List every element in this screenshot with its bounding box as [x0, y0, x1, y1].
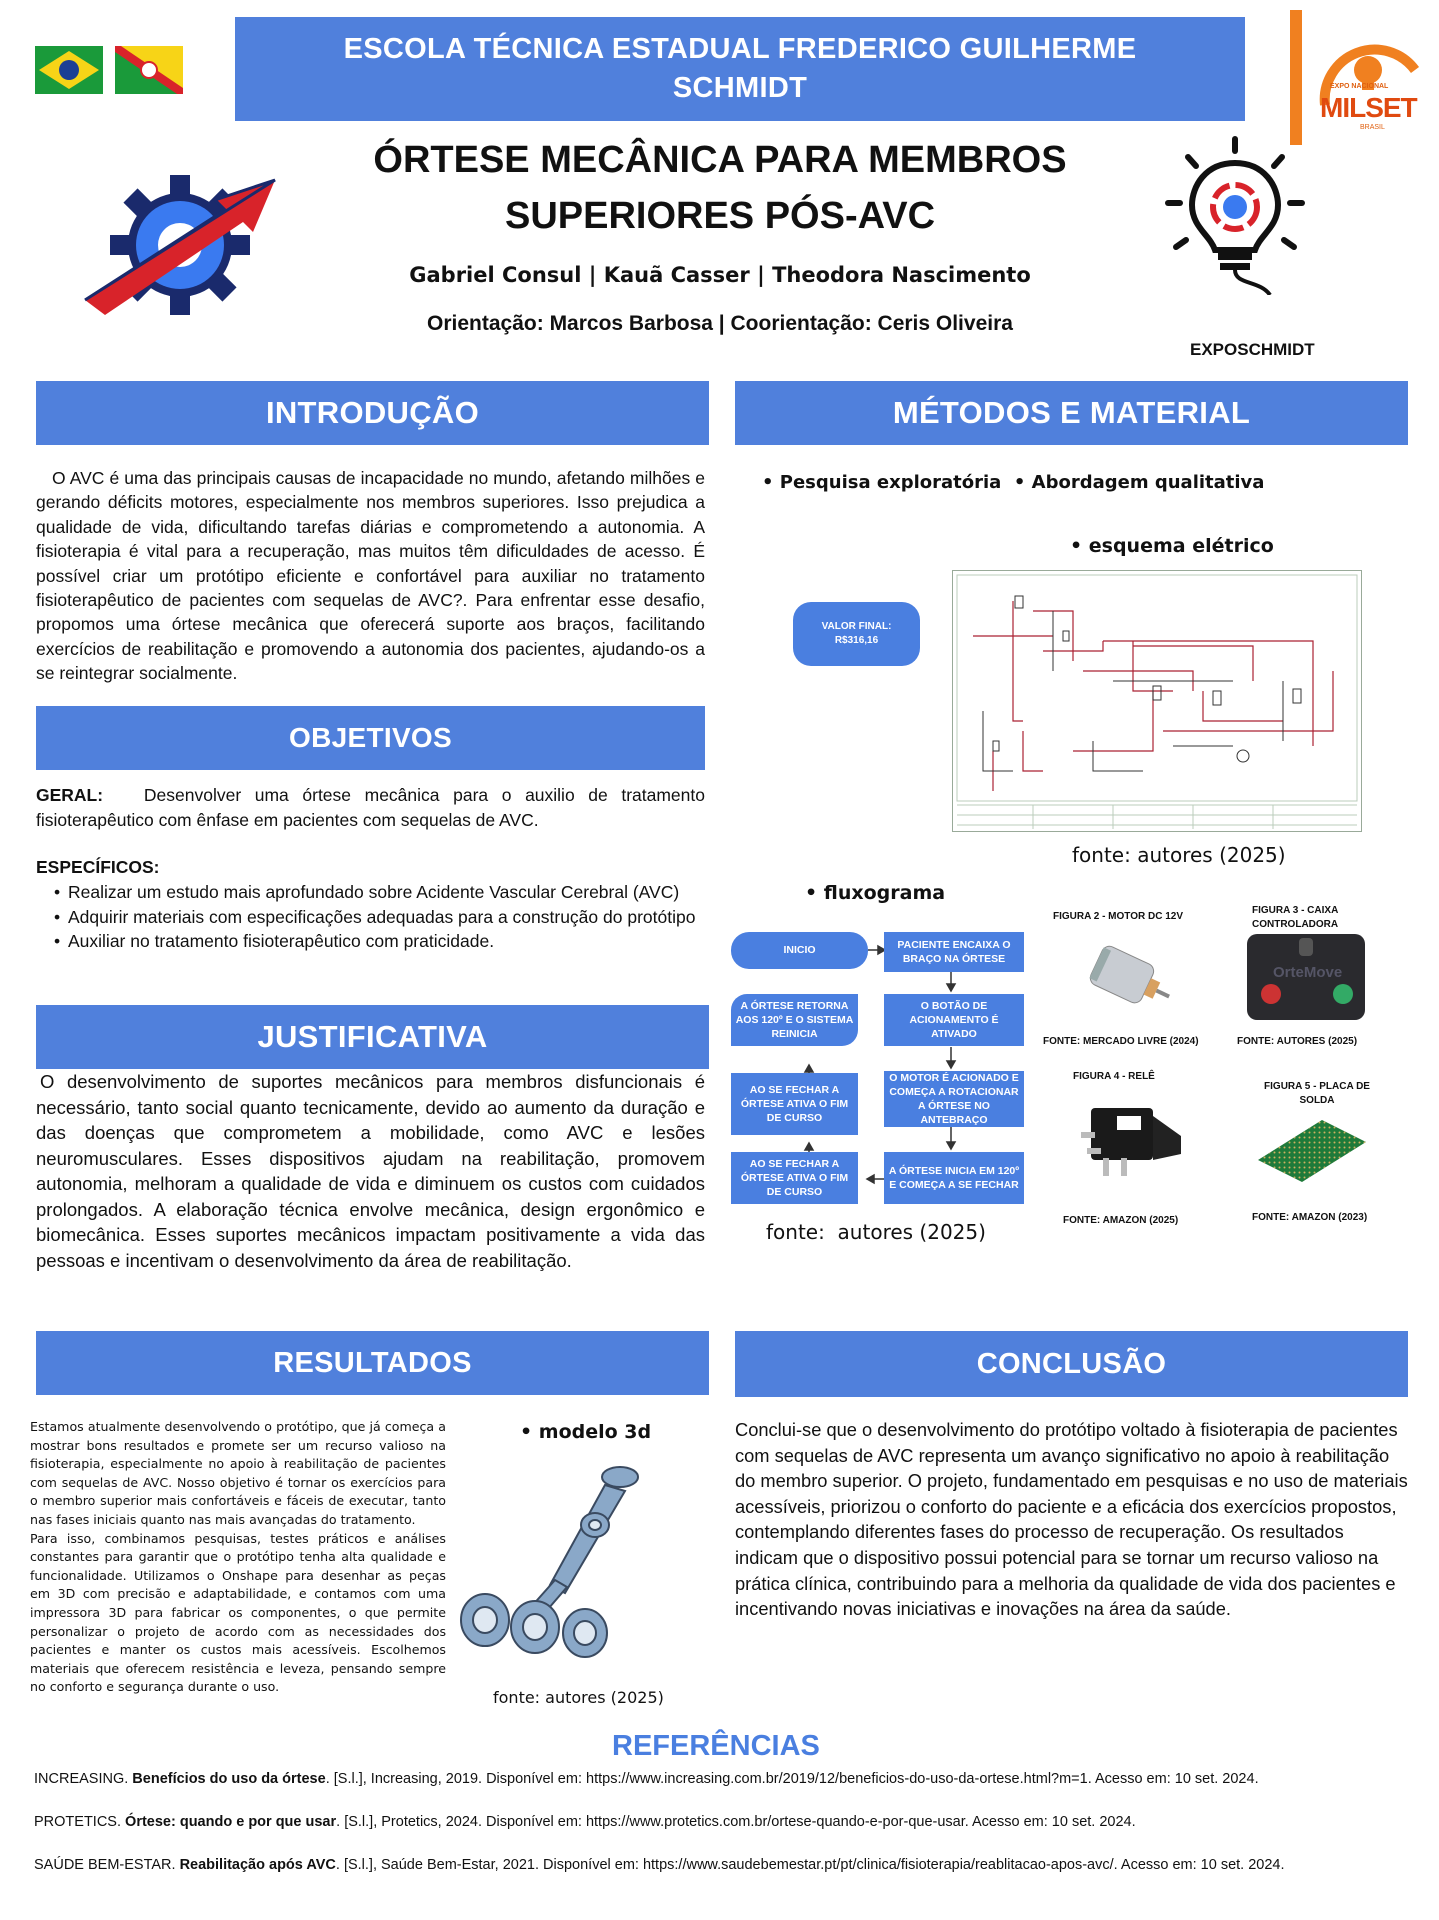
general-label: GERAL:	[36, 785, 104, 805]
fig2-title: FIGURA 2 - MOTOR DC 12V	[1053, 911, 1184, 922]
rs-flag	[115, 46, 183, 94]
schema-label: • esquema elétrico	[1070, 535, 1274, 557]
relay-icon	[1077, 1092, 1189, 1182]
orthosis-model-icon	[455, 1455, 665, 1675]
school-banner	[235, 17, 1245, 121]
methods-heading: MÉTODOS E MATERIAL	[735, 381, 1408, 445]
model-3d-image	[455, 1455, 665, 1675]
model-label: • modelo 3d	[520, 1421, 652, 1443]
final-value-badge: VALOR FINAL: R$316,16	[793, 602, 920, 666]
knob-icon	[1299, 938, 1313, 956]
fig4-source: FONTE: AMAZON (2025)	[1063, 1215, 1179, 1226]
poster-title	[300, 132, 1140, 244]
school-name: ESCOLA TÉCNICA ESTADUAL FREDERICO GUILHERME SCHMIDT	[343, 32, 1137, 104]
red-button-icon	[1261, 984, 1281, 1004]
list-item: • Auxiliar no tratamento fisioterapêutico com praticidade.	[54, 931, 495, 951]
rs-flag-icon	[115, 46, 183, 94]
results-p1: Estamos atualmente desenvolvendo o protótipo, que já começa a mostrar bons resultados e promete ser um recurso valioso na fisioterapia, especialmente no apoio à reabilitação de pacientes com sequelas de AVC. Nosso objetivo é tornar os exercícios para o membro superior mais confortáveis e fáceis de executar, tanto nas fases iniciais quanto nas mais avançadas do tratamento.	[30, 1419, 446, 1527]
milset-logo	[1290, 10, 1430, 145]
justification-text: O desenvolvimento de suportes mecânicos para membros disfuncionais é necessário, tanto social quanto tecnicamente, devido ao aumento da duração e das doenças que comprometem a mobilidade, como AVC e lesões neuromusculares. Esses dispositivos ajudam na reabilitação, promovem autonomia, melhoram a qualidade de vida e diminuem os custos com cuidados prolongados. A elaboração técnica envolve mecânica, design ergonômico e biomecânica. Esses suportes mecânicos impactam positivamente a vida das pessoas e incentivam o desenvolvimento da área de reabilitação.	[36, 1071, 705, 1271]
title-line-1: ÓRTESE MECÂNICA PARA MEMBROS	[373, 139, 1067, 181]
controller-box-label: OrteMove	[1273, 964, 1343, 981]
results-heading: RESULTADOS	[36, 1331, 709, 1395]
fig5-title: FIGURA 5 - PLACA DE SOLDA	[1264, 1081, 1370, 1106]
specific-list	[56, 880, 705, 954]
gear-icon	[75, 170, 295, 320]
results-p2: Para isso, combinamos pesquisas, testes práticos e análises constantes para garantir que o protótipo tenha alta qualidade e funcionalidade. Utilizamos o Onshape para desenhar as peças em 3D com precisão e adaptabilidade, e contamos com uma impressora 3D para fabricar os componentes, o que permite personalizar o projeto de acordo com as necessidades dos pacientes e manter os custos mais acessíveis. Escolhemos materiais que oferecem resistência e leveza, pensando sempre no conforto e segurança durante o uso.	[30, 1530, 446, 1695]
intro-text: O AVC é uma das principais causas de incapacidade no mundo, afetando milhões e gerando déficits motores, especialmente nos membros superiores. Isso prejudica a qualidade de vida, dificultando tarefas diárias e comprometendo a autonomia. A fisioterapia é vital para a recuperação, mas muitos têm dificuldades de acesso. É possível criar um protótipo eficiente e confortável para auxiliar no tratamento fisioterapêutico de pacientes com sequelas de AVC?. Para enfrentar esse desafio, propomos uma órtese mecânica que oferecerá suporte aos braços, facilitando exercícios de reabilitação e promovendo a autonomia dos pacientes, ajudando-os a se reintegrar socialmente.	[36, 468, 705, 684]
bullet-qualitative: Abordagem qualitativa	[1031, 472, 1265, 493]
lightbulb-icon	[1160, 135, 1310, 295]
fig3-source: FONTE: AUTORES (2025)	[1237, 1036, 1358, 1047]
brazil-flag	[35, 46, 103, 94]
list-item: • Adquirir materiais com especificações adequadas para a construção do protótipo	[54, 906, 696, 927]
schema-source: fonte: autores (2025)	[1072, 843, 1286, 867]
reference-1: INCREASING. Benefícios do uso da órtese. [S.l.], Increasing, 2019. Disponível em: https://www.increasing.com.br/2019/12/beneficios-do-uso-da-ortese.html?m=1. Acesso em: 10 set. 2024.	[34, 1771, 1259, 1787]
relay-image	[1077, 1092, 1189, 1182]
motor-icon	[1075, 938, 1180, 1018]
specific-label: ESPECÍFICOS:	[36, 857, 160, 877]
objectives-heading: OBJETIVOS	[36, 706, 705, 770]
general-text: Desenvolver uma órtese mecânica para o auxilio de tratamento fisioterapêutico com ênfase em pacientes com sequelas de AVC.	[36, 785, 705, 830]
justification-heading: JUSTIFICATIVA	[36, 1005, 709, 1069]
bullet-exploratory: Pesquisa exploratória	[779, 472, 1002, 493]
solder-board-image	[1252, 1110, 1372, 1190]
authors: Gabriel Consul | Kauã Casser | Theodora Nascimento	[409, 263, 1031, 287]
flow-step-4: A ÓRTESE INICIA EM 120º E COMEÇA A SE FECHAR	[884, 1152, 1024, 1204]
title-line-2: SUPERIORES PÓS-AVC	[504, 195, 936, 237]
reference-3: SAÚDE BEM-ESTAR. Reabilitação após AVC. [S.l.], Saúde Bem-Estar, 2021. Disponível em: https://www.saudebemestar.pt/pt/clinica/fisioterapia/reablitacao-apos-avc/. Acesso em: 10 set. 2024.	[34, 1857, 1285, 1873]
expo-label: EXPOSCHMIDT	[1190, 340, 1315, 359]
advisors: Orientação: Marcos Barbosa | Coorientação: Ceris Oliveira	[427, 312, 1013, 335]
model-source: fonte: autores (2025)	[493, 1688, 664, 1707]
reference-2: PROTETICS. Órtese: quando e por que usar. [S.l.], Protetics, 2024. Disponível em: https://www.protetics.com.br/ortese-quando-e-por-que-usar. Acesso em: 10 set. 2024.	[34, 1814, 1136, 1830]
milset-country: BRASIL	[1360, 124, 1385, 131]
exposchmidt-logo	[1160, 135, 1315, 359]
controller-box-image	[1247, 934, 1365, 1020]
flow-step-1: PACIENTE ENCAIXA O BRAÇO NA ÓRTESE	[884, 932, 1024, 972]
list-item: • Realizar um estudo mais aprofundado sobre Acidente Vascular Cerebral (AVC)	[54, 882, 680, 902]
milset-sub: EXPO NACIONAL	[1330, 83, 1389, 90]
results-text	[30, 1418, 446, 1697]
flow-label: • fluxograma	[805, 882, 946, 904]
fig5-source: FONTE: AMAZON (2023)	[1252, 1212, 1368, 1223]
schematic-drawing	[953, 571, 1361, 831]
motor-image	[1075, 938, 1180, 1018]
milset-text: MILSET	[1320, 92, 1417, 123]
gear-logo	[75, 170, 295, 320]
solder-board-icon	[1252, 1110, 1372, 1190]
references-heading: REFERÊNCIAS	[612, 1730, 820, 1762]
conclusion-heading: CONCLUSÃO	[735, 1331, 1408, 1397]
electrical-schematic	[952, 570, 1362, 832]
flow-step-3: O MOTOR É ACIONADO E COMEÇA A ROTACIONAR A ÓRTESE NO ANTEBRAÇO	[884, 1071, 1024, 1127]
fig2-source: FONTE: MERCADO LIVRE (2024)	[1043, 1036, 1199, 1047]
conclusion-text: Conclui-se que o desenvolvimento do protótipo voltado à fisioterapia de pacientes com sequelas de AVC representa um avanço significativo no apoio à reabilitação do membro superior. O projeto, fundamentado em pesquisas e no uso de materiais acessíveis, priorizou o conforto do paciente e a eficácia dos exercícios propostos, contemplando diferentes fases do processo de recuperação. Os resultados indicam que o dispositivo possui potencial para se tornar um recurso valioso na prática clínica, contribuindo para a melhoria da qualidade de vida dos pacientes e incentivando novas iniciativas e inovações na área da saúde.	[735, 1419, 1408, 1620]
brazil-flag-icon	[35, 46, 103, 94]
flow-step-5: AO SE FECHAR A ÓRTESE ATIVA O FIM DE CURSO	[731, 1152, 858, 1204]
flow-start: INICIO	[731, 932, 868, 969]
objectives-general	[36, 783, 705, 832]
flow-step-2: O BOTÃO DE ACIONAMENTO É ATIVADO	[884, 994, 1024, 1046]
green-button-icon	[1333, 984, 1353, 1004]
flow-step-7: A ÓRTESE RETORNA AOS 120º E O SISTEMA REINICIA	[731, 994, 858, 1046]
fig4-title: FIGURA 4 - RELÊ	[1073, 1071, 1155, 1082]
flow-step-6: AO SE FECHAR A ÓRTESE ATIVA O FIM DE CURSO	[731, 1073, 858, 1135]
intro-heading: INTRODUÇÃO	[36, 381, 709, 445]
fig3-title: FIGURA 3 - CAIXA CONTROLADORA	[1252, 905, 1339, 930]
flow-source: fonte: autores (2025)	[766, 1220, 986, 1244]
methods-bullets: • Pesquisa exploratória • Abordagem qualitativa	[762, 472, 1265, 493]
